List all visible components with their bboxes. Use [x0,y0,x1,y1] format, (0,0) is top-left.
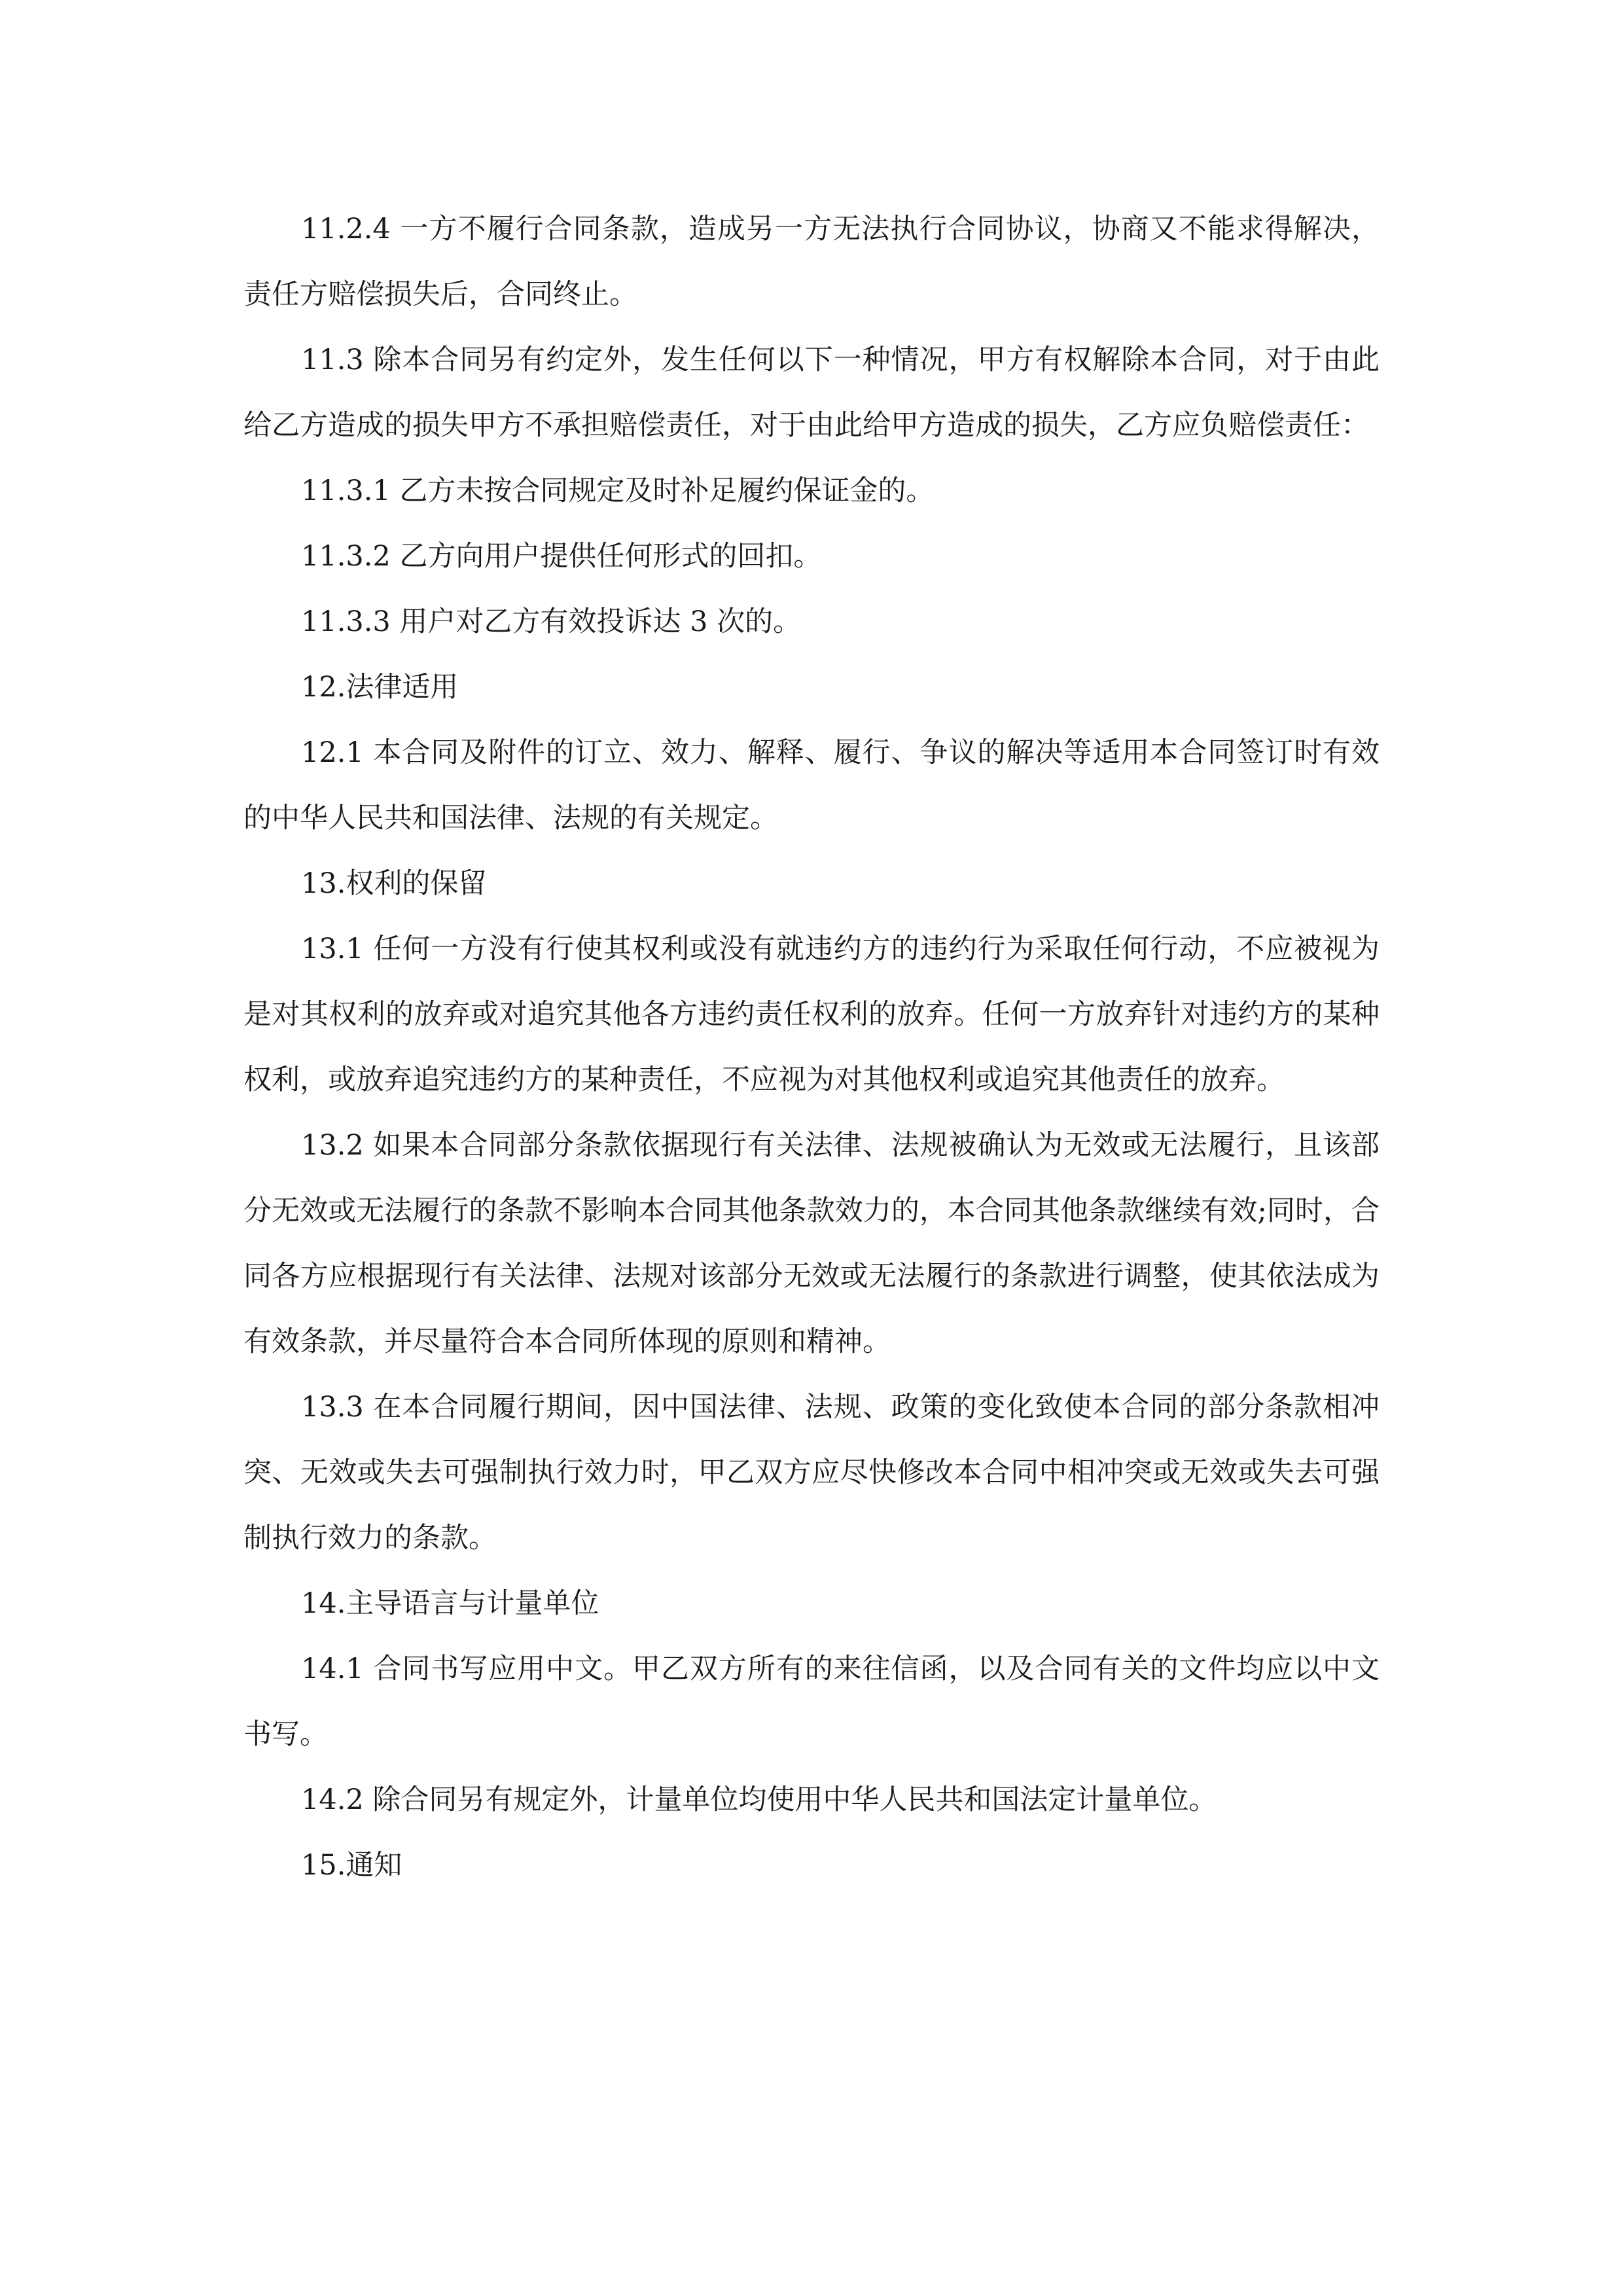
clause-11-2-4: 11.2.4 一方不履行合同条款，造成另一方无法执行合同协议，协商又不能求得解决，责任方赔偿损失后，合同终止。 [243,213,1380,311]
clause-11-3-2: 11.3.2 乙方向用户提供任何形式的回扣。 [301,540,822,573]
clause-11-3: 11.3 除本合同另有约定外，发生任何以下一种情况，甲方有权解除本合同，对于由此给乙方造成的损失甲方不承担赔偿责任，对于由此给甲方造成的损失，乙方应负赔偿责任： [243,344,1380,442]
section-13-heading: 13.权利的保留 [301,867,487,900]
clause-13-2: 13.2 如果本合同部分条款依据现行有关法律、法规被确认为无效或无法履行，且该部分无效或无法履行的条款不影响本合同其他条款效力的，本合同其他条款继续有效;同时，合同各方应根据现行有关法律、法规对该部分无效或无法履行的条款进行调整，使其依法成为有效条款，并尽量符合本合同所体现的原则和精神。 [243,1129,1380,1358]
section-14-heading: 14.主导语言与计量单位 [301,1587,599,1620]
clause-11-3-3: 11.3.3 用户对乙方有效投诉达 3 次的。 [301,605,802,638]
document-page [243,196,1380,2160]
clause-13-3: 13.3 在本合同履行期间，因中国法律、法规、政策的变化致使本合同的部分条款相冲突、无效或失去可强制执行效力时，甲乙双方应尽快修改本合同中相冲突或无效或失去可强制执行效力的条款。 [243,1391,1380,1554]
clause-14-1: 14.1 合同书写应用中文。甲乙双方所有的来往信函，以及合同有关的文件均应以中文书写。 [243,1653,1380,1751]
clause-13-1: 13.1 任何一方没有行使其权利或没有就违约方的违约行为采取任何行动，不应被视为是对其权利的放弃或对追究其他各方违约责任权利的放弃。任何一方放弃针对违约方的某种权利，或放弃追究违约方的某种责任，不应视为对其他权利或追究其他责任的放弃。 [243,933,1380,1096]
section-12-heading: 12.法律适用 [301,671,459,704]
clause-14-2: 14.2 除合同另有规定外，计量单位均使用中华人民共和国法定计量单位。 [301,1784,1217,1816]
clause-11-3-1: 11.3.1 乙方未按合同规定及时补足履约保证金的。 [301,475,935,507]
clause-12-1: 12.1 本合同及附件的订立、效力、解释、履行、争议的解决等适用本合同签订时有效的中华人民共和国法律、法规的有关规定。 [243,736,1380,834]
section-15-heading: 15.通知 [301,1849,402,1882]
